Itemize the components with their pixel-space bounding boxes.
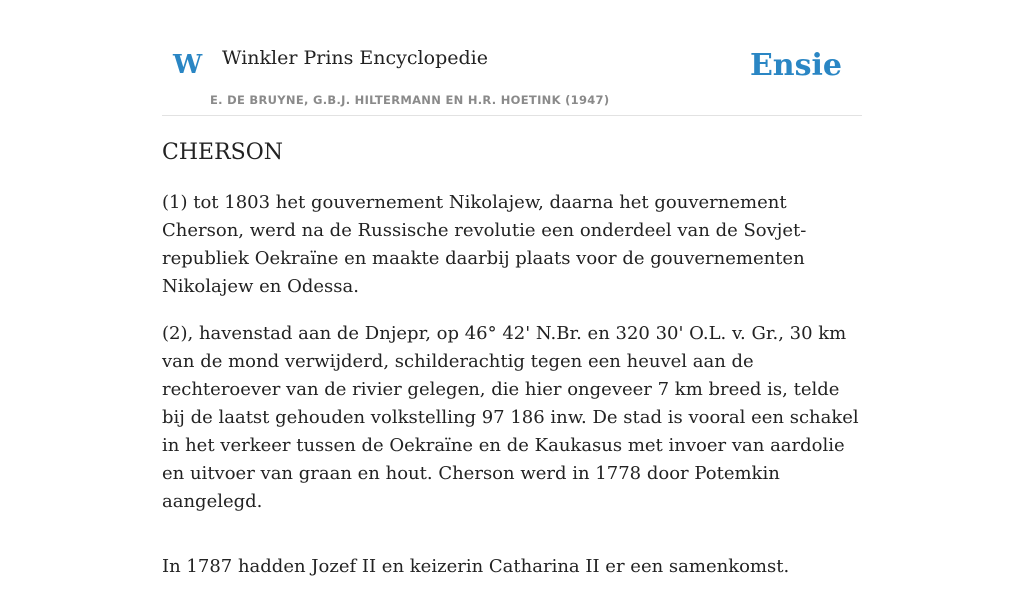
entry-title: CHERSON	[162, 140, 283, 165]
ensie-home-link[interactable]: Ensie	[749, 48, 842, 83]
page-header	[162, 40, 862, 116]
encyclopedia-logo-icon[interactable]: W	[173, 50, 203, 80]
entry-paragraph-2: (2), havenstad aan de Dnjepr, op 46° 42' N.Br. en 320 30' O.L. v. Gr., 30 km van de mond verwijderd, schilderachtig tegen een heuvel aan de rechteroever van de rivier gelegen, die hier ongeveer 7 km breed is, telde bij de laatst gehouden volkstelling 97 186 inw. De stad is vooral een schakel in het verkeer tussen de Oekraïne en de Kaukasus met invoer van aardolie en uitvoer van graan en hout. Cherson werd in 1778 door Potemkin aangelegd.	[162, 322, 859, 512]
book-authors: E. DE BRUYNE, G.B.J. HILTERMANN EN H.R. HOETINK (1947)	[210, 93, 610, 107]
entry-paragraph-3: In 1787 hadden Jozef II en keizerin Catharina II er een samenkomst.	[162, 555, 790, 577]
entry-paragraph-1: (1) tot 1803 het gouvernement Nikolajew, daarna het gouvernement Cherson, werd na de Russische revolutie een onderdeel van de Sovjet-republiek Oekraïne en maakte daarbij plaats voor de gouvernementen Nikolajew en Odessa.	[162, 191, 807, 297]
entry-content	[162, 138, 862, 600]
book-title[interactable]: Winkler Prins Encyclopedie	[222, 47, 488, 69]
